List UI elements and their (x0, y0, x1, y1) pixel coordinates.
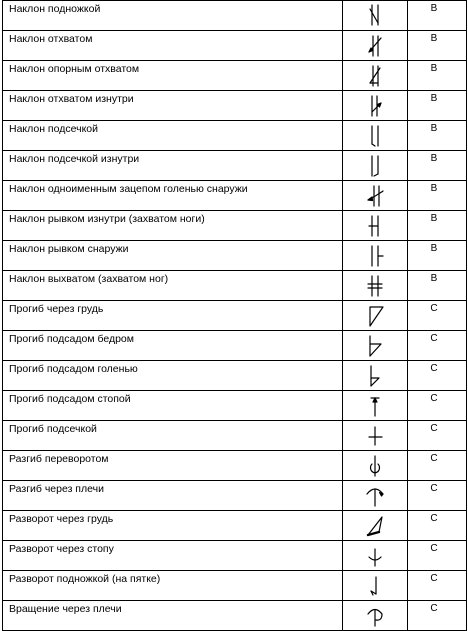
double-leg-grab-tilt-icon (364, 274, 386, 298)
class-cell (408, 331, 467, 361)
sweep-tilt-icon (364, 4, 386, 28)
class-letter: С (430, 483, 438, 494)
class-letter: С (430, 393, 438, 404)
class-cell (408, 121, 467, 151)
table-row (3, 91, 467, 121)
notation-cell (343, 391, 408, 421)
throw-name: Разворот через стопу (3, 541, 343, 571)
throw-name: Наклон отхватом (3, 31, 343, 61)
table-row (3, 271, 467, 301)
class-letter: B (430, 123, 438, 134)
class-letter: С (430, 303, 438, 314)
throw-name: Наклон подсечкой (3, 121, 343, 151)
notation-cell (343, 511, 408, 541)
notation-cell (343, 481, 408, 511)
class-letter: B (430, 183, 438, 194)
table-row (3, 301, 467, 331)
table-row (3, 601, 467, 631)
class-cell (408, 391, 467, 421)
rollover-unbend-icon (364, 454, 386, 478)
throws-table (2, 0, 467, 631)
class-letter: B (430, 243, 438, 254)
support-reap-tilt-icon (364, 64, 386, 88)
class-letter: B (430, 213, 438, 224)
throw-name: Прогиб подсадом бедром (3, 331, 343, 361)
throw-name: Наклон подсечкой изнутри (3, 151, 343, 181)
foot-turn-icon (364, 544, 386, 568)
class-cell (408, 241, 467, 271)
table-row (3, 451, 467, 481)
class-cell (408, 301, 467, 331)
notation-cell (343, 211, 408, 241)
inner-foot-sweep-tilt-icon (364, 154, 386, 178)
class-letter: С (430, 363, 438, 374)
class-cell (408, 271, 467, 301)
notation-cell (343, 301, 408, 331)
notation-cell (343, 31, 408, 61)
throw-name: Разворот подножкой (на пятке) (3, 571, 343, 601)
outer-shin-hook-tilt-icon (364, 184, 386, 208)
class-cell (408, 541, 467, 571)
notation-cell (343, 181, 408, 211)
throw-name: Наклон подножкой (3, 1, 343, 31)
class-letter: B (430, 93, 438, 104)
notation-cell (343, 331, 408, 361)
class-letter: B (430, 33, 438, 44)
throw-name: Разгиб через плечи (3, 481, 343, 511)
table-row (3, 541, 467, 571)
class-letter: С (430, 453, 438, 464)
table-row (3, 361, 467, 391)
class-cell (408, 481, 467, 511)
foot-lift-arch-icon (364, 394, 386, 418)
throw-name: Наклон отхватом изнутри (3, 91, 343, 121)
throw-name: Разгиб переворотом (3, 451, 343, 481)
table-row (3, 481, 467, 511)
throw-name: Прогиб подсадом стопой (3, 391, 343, 421)
table-row (3, 31, 467, 61)
class-cell (408, 61, 467, 91)
table-row (3, 181, 467, 211)
table-row (3, 211, 467, 241)
class-cell (408, 571, 467, 601)
table-row (3, 331, 467, 361)
throw-name: Наклон опорным отхватом (3, 61, 343, 91)
throw-name: Наклон рывком изнутри (захватом ноги) (3, 211, 343, 241)
throw-name: Вращение через плечи (3, 601, 343, 631)
table-row (3, 241, 467, 271)
notation-cell (343, 451, 408, 481)
class-cell (408, 361, 467, 391)
notation-cell (343, 571, 408, 601)
throw-name: Наклон одноименным зацепом голенью снаружи (3, 181, 343, 211)
class-cell (408, 31, 467, 61)
heel-sweep-turn-icon (364, 574, 386, 598)
class-cell (408, 181, 467, 211)
sweep-arch-icon (364, 424, 386, 448)
throw-name: Прогиб подсадом голенью (3, 361, 343, 391)
throw-name: Прогиб через грудь (3, 301, 343, 331)
class-cell (408, 601, 467, 631)
chest-turn-icon (364, 514, 386, 538)
class-letter: С (430, 333, 438, 344)
table-row (3, 121, 467, 151)
class-cell (408, 151, 467, 181)
throw-name: Разворот через грудь (3, 511, 343, 541)
inner-reap-tilt-icon (364, 94, 386, 118)
inner-jerk-leg-grab-tilt-icon (364, 214, 386, 238)
class-cell (408, 211, 467, 241)
class-letter: B (430, 63, 438, 74)
throw-name: Наклон рывком снаружи (3, 241, 343, 271)
class-letter: С (430, 603, 438, 614)
class-letter: С (430, 423, 438, 434)
table-row (3, 61, 467, 91)
table-row (3, 1, 467, 31)
notation-cell (343, 361, 408, 391)
thigh-lift-arch-icon (364, 334, 386, 358)
table-row (3, 391, 467, 421)
shin-lift-arch-icon (364, 364, 386, 388)
class-letter: B (430, 153, 438, 164)
class-letter: B (430, 273, 438, 284)
class-cell (408, 451, 467, 481)
shoulder-unbend-icon (364, 484, 386, 508)
notation-cell (343, 541, 408, 571)
reap-tilt-icon (364, 34, 386, 58)
class-cell (408, 511, 467, 541)
class-letter: С (430, 573, 438, 584)
notation-cell (343, 151, 408, 181)
chest-arch-icon (364, 304, 386, 328)
class-letter: С (430, 513, 438, 524)
table-row (3, 151, 467, 181)
throw-name: Наклон выхватом (захватом ног) (3, 271, 343, 301)
notation-cell (343, 1, 408, 31)
notation-cell (343, 601, 408, 631)
class-cell (408, 91, 467, 121)
throw-name: Прогиб подсечкой (3, 421, 343, 451)
class-letter: С (430, 543, 438, 554)
foot-sweep-tilt-icon (364, 124, 386, 148)
shoulder-rotation-icon (364, 604, 386, 628)
notation-cell (343, 241, 408, 271)
notation-cell (343, 271, 408, 301)
table-row (3, 421, 467, 451)
table-row (3, 511, 467, 541)
class-cell (408, 421, 467, 451)
outer-jerk-tilt-icon (364, 244, 386, 268)
notation-cell (343, 91, 408, 121)
notation-cell (343, 421, 408, 451)
table-row (3, 571, 467, 601)
class-cell (408, 1, 467, 31)
class-letter: B (430, 3, 438, 14)
notation-cell (343, 61, 408, 91)
notation-cell (343, 121, 408, 151)
